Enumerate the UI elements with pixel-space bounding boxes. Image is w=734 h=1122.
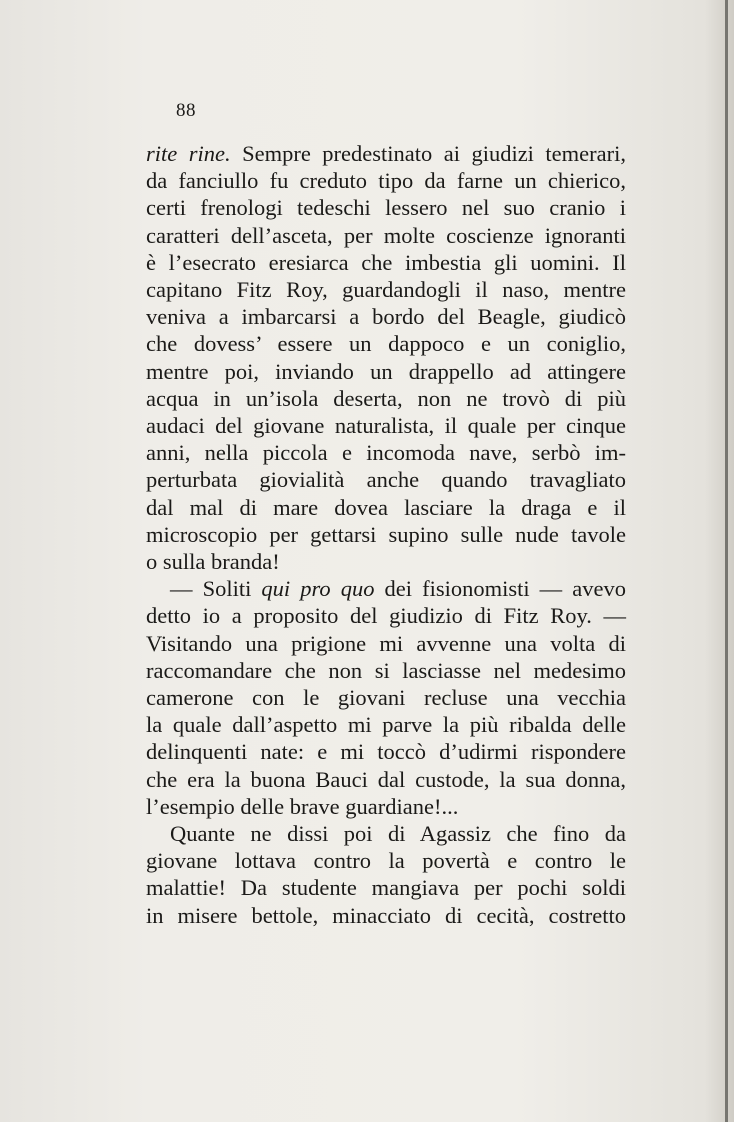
text-line: in misere bettole, minacciato di cecità, costretto xyxy=(146,902,626,928)
text-line: delinquenti nate: e mi toccò d’udirmi rispondere xyxy=(146,739,626,765)
text-line: giovane lottava contro la povertà e contro le xyxy=(146,848,626,874)
text-line: malattie! Da studente mangiava per pochi soldi xyxy=(146,875,626,901)
body-text xyxy=(146,140,626,929)
text-line: da fanciullo fu creduto tipo da farne un chierico, xyxy=(146,168,626,194)
text-line: l’esempio delle brave guardiane!... xyxy=(146,793,459,819)
text-line: capitano Fitz Roy, guardandogli il naso, mentre xyxy=(146,277,626,303)
text-line: o sulla branda! xyxy=(146,549,280,575)
page-edge xyxy=(725,0,728,1122)
text-line: detto io a proposito del giudizio di Fitz Roy. — xyxy=(146,603,626,629)
text-line: certi frenologi tedeschi lessero nel suo cranio i xyxy=(146,195,626,221)
text-line: caratteri dell’asceta, per molte coscienze ignoranti xyxy=(146,222,626,248)
text-line: è l’esecrato eresiarca che imbestia gli uomini. Il xyxy=(146,249,626,275)
text-line: acqua in un’isola deserta, non ne trovò di più xyxy=(146,385,626,411)
text-line: — Soliti qui pro quo dei fisionomisti — avevo xyxy=(170,576,626,602)
text-line: Quante ne dissi poi di Agassiz che fino da xyxy=(170,821,626,847)
text-line: perturbata giovialità anche quando travagliato xyxy=(146,467,626,493)
text-line: rite rine. Sempre predestinato ai giudizi temerari, xyxy=(146,141,626,166)
text-line: che era la buona Bauci dal custode, la sua donna, xyxy=(146,766,626,792)
text-line: microscopio per gettarsi supino sulle nude tavole xyxy=(146,521,626,547)
text-line: Visitando una prigione mi avvenne una volta di xyxy=(146,630,626,656)
page-number: 88 xyxy=(176,100,196,121)
text-line: audaci del giovane naturalista, il quale per cinque xyxy=(146,413,626,439)
text-line: la quale dall’aspetto mi parve la più ribalda delle xyxy=(146,712,626,738)
text-line: mentre poi, inviando un drappello ad attingere xyxy=(146,358,626,384)
text-line: veniva a imbarcarsi a bordo del Beagle, giudicò xyxy=(146,304,626,330)
text-line: che dovess’ essere un dappoco e un coniglio, xyxy=(146,331,626,357)
text-line: dal mal di mare dovea lasciare la draga e il xyxy=(146,494,626,520)
text-line: raccomandare che non si lasciasse nel medesimo xyxy=(146,657,626,683)
text-line: camerone con le giovani recluse una vecchia xyxy=(146,685,626,711)
text-line: anni, nella piccola e incomoda nave, serbò im- xyxy=(146,440,626,466)
